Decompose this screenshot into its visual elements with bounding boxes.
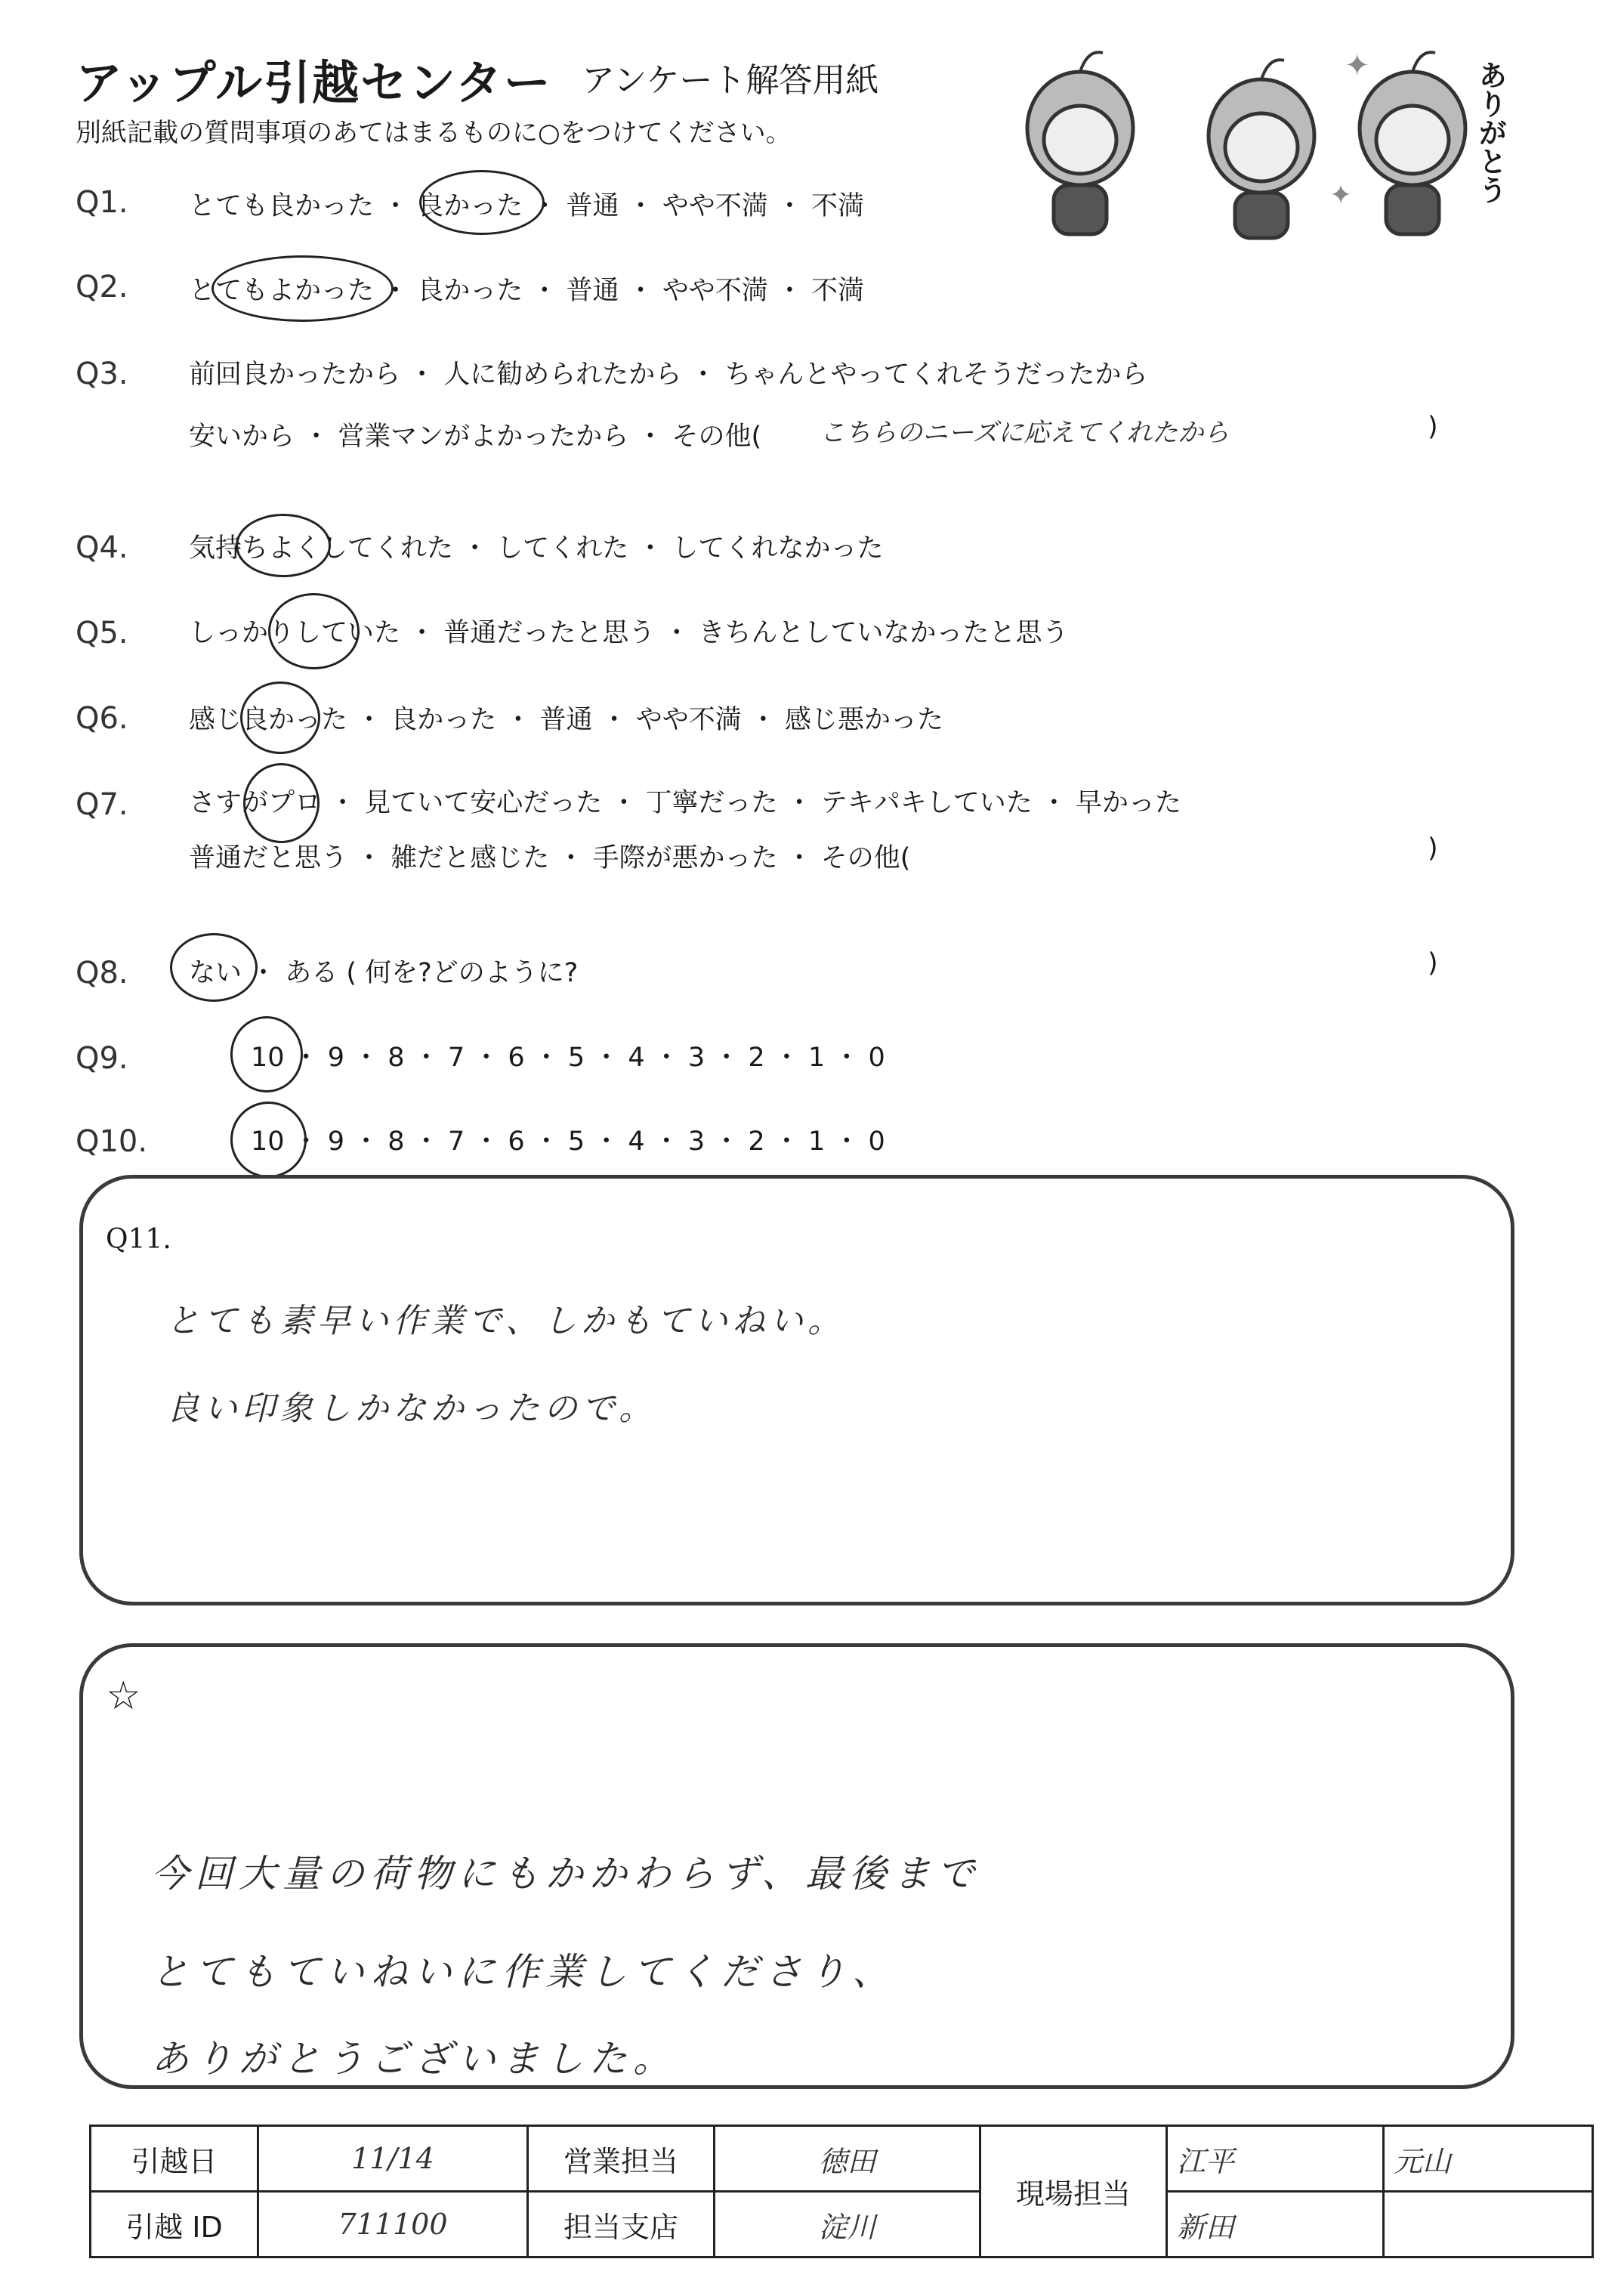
field-staff-empty bbox=[1384, 2192, 1593, 2257]
sparkle-icon: ✦ bbox=[1345, 48, 1370, 83]
q9-answer-circle bbox=[230, 1016, 303, 1092]
q3-options-line1: 前回良かったから ・ 人に勧められたから ・ ちゃんとやってくれそうだったから bbox=[189, 360, 1148, 390]
q2-label: Q2. bbox=[76, 270, 128, 304]
q7-answer-circle bbox=[243, 763, 320, 843]
field-staff-3: 元山 bbox=[1384, 2126, 1593, 2192]
star-answer-line1: 今回大量の荷物にもかかわらず、最後まで bbox=[151, 1852, 980, 1896]
q1-label: Q1. bbox=[76, 185, 128, 220]
q6-label: Q6. bbox=[76, 701, 128, 736]
q11-label: Q11. bbox=[106, 1224, 171, 1255]
q9-label: Q9. bbox=[76, 1041, 128, 1076]
mascot-caption: ありがとう bbox=[1474, 60, 1507, 204]
mascot-2 bbox=[1209, 60, 1314, 238]
q11-answer-line2: 良い印象しかなかったので。 bbox=[166, 1389, 657, 1428]
q8-answer-circle bbox=[170, 933, 258, 1002]
q3-other-answer: こちらのニーズに応えてくれたから bbox=[820, 418, 1230, 448]
branch-value: 淀川 bbox=[715, 2192, 980, 2257]
q2-options: とてもよかった ・ 良かった ・ 普通 ・ やや不満 ・ 不満 bbox=[189, 276, 865, 306]
field-staff-label: 現場担当 bbox=[980, 2126, 1167, 2257]
q8-options: ない ・ ある ( 何を?どのように? bbox=[189, 958, 579, 988]
staff-info-table bbox=[89, 2125, 1594, 2258]
form-title: アンケート解答用紙 bbox=[582, 61, 879, 100]
instruction-text: 別紙記載の質問事項のあてはまるものに○をつけてください。 bbox=[76, 118, 792, 148]
star-answer-line2: とてもていねいに作業してくださり、 bbox=[151, 1950, 896, 1994]
move-date-label: 引越日 bbox=[91, 2126, 258, 2192]
sales-label: 営業担当 bbox=[528, 2126, 715, 2192]
q4-label: Q4. bbox=[76, 530, 128, 565]
q7-close-paren: ) bbox=[1428, 833, 1438, 864]
sales-value: 徳田 bbox=[715, 2126, 980, 2192]
q8-close-paren: ) bbox=[1428, 948, 1438, 978]
q10-answer-circle bbox=[230, 1102, 307, 1178]
branch-label: 担当支店 bbox=[528, 2192, 715, 2257]
mascot-1 bbox=[1027, 52, 1133, 234]
q5-label: Q5. bbox=[76, 616, 128, 651]
mascot-3 bbox=[1360, 52, 1465, 234]
q3-options-line2: 安いから ・ 営業マンがよかったから ・ その他( bbox=[189, 422, 762, 452]
q3-label: Q3. bbox=[76, 357, 128, 391]
brand-title: アップル引越センター bbox=[76, 55, 552, 110]
move-id-value: 711100 bbox=[258, 2192, 528, 2257]
q1-options: とても良かった ・ 良かった ・ 普通 ・ やや不満 ・ 不満 bbox=[189, 191, 865, 221]
sparkle-icon-2: ✦ bbox=[1329, 180, 1353, 211]
q6-answer-circle bbox=[240, 681, 320, 754]
move-id-label: 引越 ID bbox=[91, 2192, 258, 2257]
q10-scale: 10 ・ 9 ・ 8 ・ 7 ・ 6 ・ 5 ・ 4 ・ 3 ・ 2 ・ 1 ・ 0 bbox=[251, 1126, 885, 1157]
q8-label: Q8. bbox=[76, 956, 128, 990]
q10-label: Q10. bbox=[76, 1124, 148, 1159]
q4-options: 気持ちよくしてくれた ・ してくれた ・ してくれなかった bbox=[189, 533, 884, 564]
q5-answer-circle bbox=[268, 593, 360, 669]
q3-close-paren: ) bbox=[1428, 412, 1438, 442]
q11-answer-line1: とても素早い作業で、しかもていねい。 bbox=[166, 1302, 846, 1340]
star-icon: ☆ bbox=[106, 1673, 141, 1719]
q7-options-line1: さすがプロ ・ 見ていて安心だった ・ 丁寧だった ・ テキパキしていた ・ 早かった bbox=[189, 788, 1182, 818]
q1-answer-circle bbox=[419, 170, 545, 235]
q4-answer-circle bbox=[236, 514, 331, 577]
move-date-value: 11/14 bbox=[258, 2126, 528, 2192]
q6-options: 感じ良かった ・ 良かった ・ 普通 ・ やや不満 ・ 感じ悪かった bbox=[189, 705, 944, 735]
field-staff-1: 江平 bbox=[1167, 2126, 1384, 2192]
field-staff-2: 新田 bbox=[1167, 2192, 1384, 2257]
q5-options: しっかりしていた ・ 普通だったと思う ・ きちんとしていなかったと思う bbox=[189, 618, 1069, 648]
q9-scale: 10 ・ 9 ・ 8 ・ 7 ・ 6 ・ 5 ・ 4 ・ 3 ・ 2 ・ 1 ・ 0 bbox=[251, 1043, 885, 1073]
q7-options-line2: 普通だと思う ・ 雑だと感じた ・ 手際が悪かった ・ その他( bbox=[189, 843, 911, 873]
q7-label: Q7. bbox=[76, 787, 128, 822]
star-answer-line3: ありがとうございました。 bbox=[151, 2037, 677, 2081]
q2-answer-circle bbox=[211, 255, 394, 322]
